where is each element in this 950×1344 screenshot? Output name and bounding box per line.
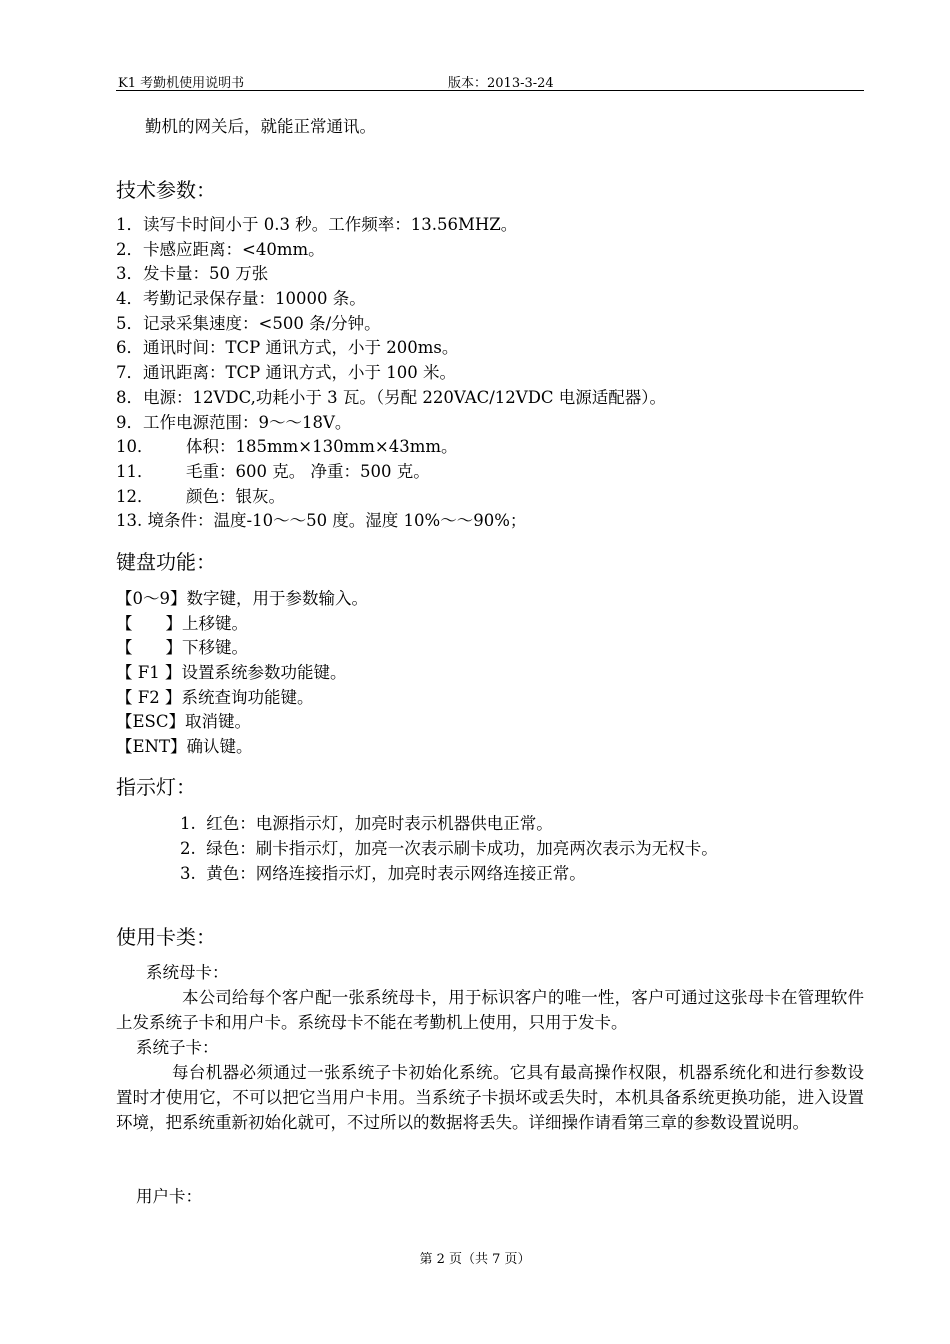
page-header [116,70,864,91]
page-footer: 第 2 页（共 7 页） [419,1252,531,1267]
list-item: 8．电源：12VDC,功耗小于 3 瓦。（另配 220VAC/12VDC 电源适配器）。 [116,387,667,407]
list-item: 【 F1 】设置系统参数功能键。 [116,663,347,683]
list-item: 1. 红色：电源指示灯，加亮时表示机器供电正常。 [180,814,553,833]
document-title: K1 考勤机使用说明书 [118,76,245,91]
list-item: 【ENT】确认键。 [116,737,253,757]
user-card-title: 用户卡： [136,1187,202,1206]
list-item: 2. 绿色：刷卡指示灯，加亮一次表示刷卡成功，加亮两次表示为无权卡。 [180,839,718,858]
list-item: 4．考勤记录保存量：10000 条。 [116,289,366,309]
list-item: 13. 境条件：温度-10～～50 度。湿度 10%～～90%； [116,511,527,531]
sub-card-title: 系统子卡： [136,1038,219,1057]
list-item: 12． 颜色：银灰。 [116,486,285,506]
list-item: 【ESC】取消键。 [116,712,251,732]
tech-list [116,213,864,534]
cards-heading: 使用卡类： [116,925,216,949]
master-card-text: 本公司给每个客户配一张系统母卡，用于标识客户的唯一性，客户可通过这张母卡在管理软件上发系统子卡和用户卡。系统母卡不能在考勤机上使用，只用于发卡。 [116,988,864,1032]
list-item: 6．通讯时间：TCP 通讯方式，小于 200ms。 [116,338,459,358]
list-item: 10． 体积：185mm×130mm×43mm。 [116,437,458,457]
list-item: 【 】下移键。 [116,638,248,658]
list-item: 【 】上移键。 [116,613,248,633]
list-item: 2．卡感应距离：<40mm。 [116,239,325,259]
list-item: 5．记录采集速度：<500 条/分钟。 [116,313,381,333]
keyboard-list [116,587,864,760]
list-item: 11． 毛重：600 克。 净重：500 克。 [116,461,430,481]
indicator-list [180,811,718,886]
indicator-heading: 指示灯： [116,775,196,799]
sub-card-text: 每台机器必须通过一张系统子卡初始化系统。它具有最高操作权限，机器系统化和进行参数设置时才使用它，不可以把它当用户卡用。当系统子卡损坏或丢失时，本机具备系统更换功能，进入设置环境，把系统重新初始化就可，不过所以的数据将丢失。详细操作请看第三章的参数设置说明。 [116,1063,864,1132]
list-item: 7．通讯距离：TCP 通讯方式，小于 100 米。 [116,363,456,383]
list-item: 【0～9】数字键，用于参数输入。 [116,589,368,608]
tech-heading: 技术参数： [116,178,216,202]
intro-text: 勤机的网关后，就能正常通讯。 [145,117,376,136]
list-item: 3. 黄色：网络连接指示灯，加亮时表示网络连接正常。 [180,864,586,883]
list-item: 3．发卡量：50 万张 [116,264,269,284]
list-item: 1．读写卡时间小于 0.3 秒。工作频率：13.56MHZ。 [116,215,518,234]
list-item: 9．工作电源范围：9～～18V。 [116,412,352,432]
keyboard-heading: 键盘功能： [116,550,216,574]
list-item: 【 F2 】系统查询功能键。 [116,687,314,707]
version-label: 版本：2013-3-24 [448,76,554,91]
master-card-title: 系统母卡： [146,963,229,982]
